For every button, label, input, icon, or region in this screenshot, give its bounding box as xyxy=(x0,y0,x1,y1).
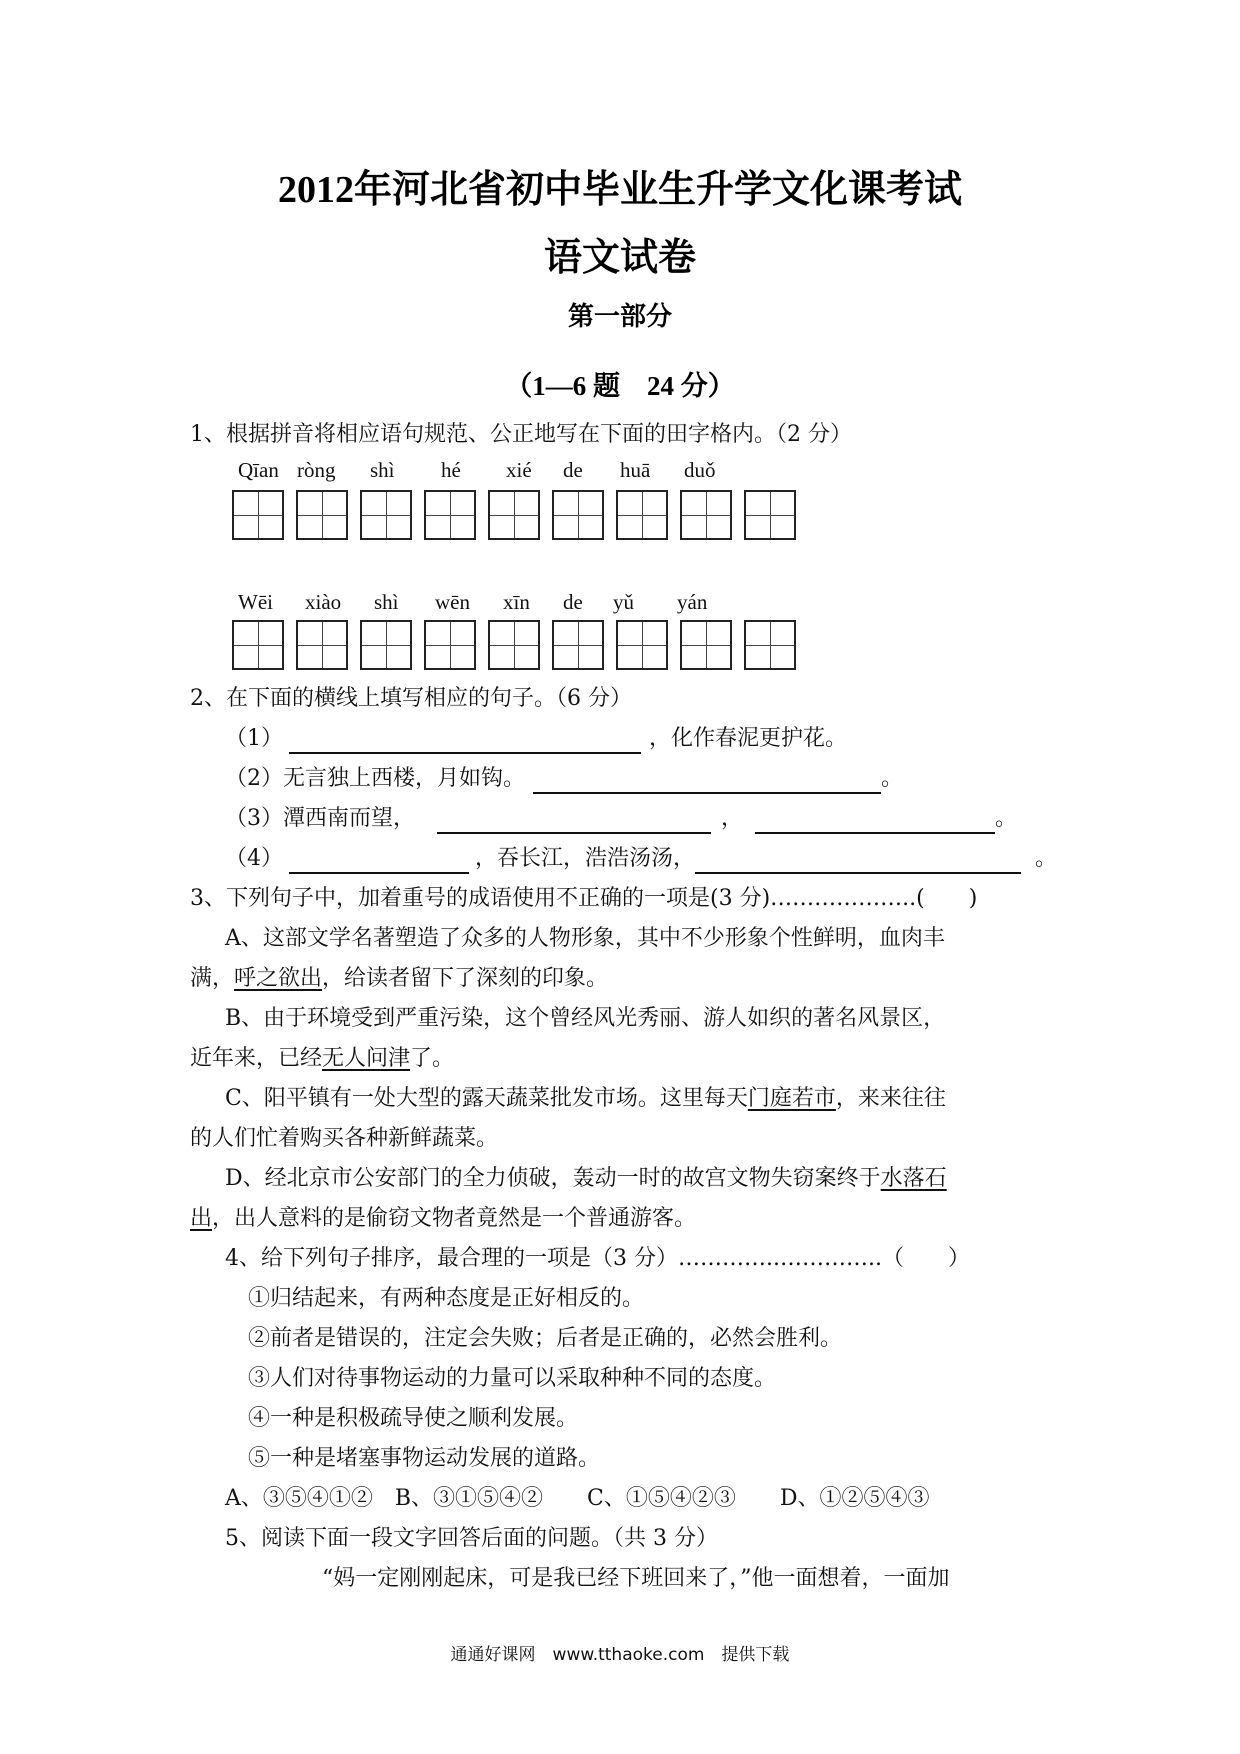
tianzige-cell[interactable] xyxy=(424,620,476,670)
tianzige-cell[interactable] xyxy=(680,490,732,540)
q4-sentence-2: ②前者是错误的，注定会失败；后者是正确的，必然会胜利。 xyxy=(248,1326,843,1351)
q3-option-b-line2 xyxy=(190,1044,454,1074)
option-text: ，来来往往 xyxy=(835,1086,946,1111)
part-heading: 第一部分 xyxy=(567,302,672,331)
line-text: 。 xyxy=(995,806,1018,831)
pinyin: xīn xyxy=(503,590,530,614)
answer-blank[interactable] xyxy=(695,848,1021,874)
tianzige-cell[interactable] xyxy=(744,620,796,670)
option-text: ，给读者留下了深刻的印象。 xyxy=(322,966,609,991)
tianzige-cell[interactable] xyxy=(296,620,348,670)
pinyin: Wēi xyxy=(238,590,273,614)
tianzige-row-2[interactable] xyxy=(232,620,808,670)
tianzige-cell[interactable] xyxy=(616,490,668,540)
exam-subtitle: 语文试卷 xyxy=(543,237,696,279)
tianzige-cell[interactable] xyxy=(296,490,348,540)
option-text: 满， xyxy=(190,966,235,991)
line-text: （2）无言独上西楼，月如钩。 xyxy=(225,766,525,791)
q2-line-4 xyxy=(225,844,1057,874)
tianzige-cell[interactable] xyxy=(488,490,540,540)
answer-blank[interactable] xyxy=(533,768,881,794)
q4-sentence-4: ④一种是积极疏导使之顺利发展。 xyxy=(248,1406,579,1431)
pinyin: shì xyxy=(374,590,399,614)
q3-option-c-line1 xyxy=(225,1084,946,1114)
tianzige-cell[interactable] xyxy=(680,620,732,670)
q2-line-1 xyxy=(225,724,847,754)
tianzige-cell[interactable] xyxy=(488,620,540,670)
q5-prompt: 5、阅读下面一段文字回答后面的问题。（共 3 分） xyxy=(225,1526,718,1551)
emphasized-idiom: 水落石 xyxy=(880,1166,947,1191)
pinyin: hé xyxy=(441,458,461,482)
line-text: ， xyxy=(721,806,744,831)
tianzige-cell[interactable] xyxy=(744,490,796,540)
option-text: C、阳平镇有一处大型的露天蔬菜批发市场。这里每天 xyxy=(225,1086,748,1111)
line-number: （4） xyxy=(225,846,283,871)
q2-line-2 xyxy=(225,764,903,794)
exam-title: 2012年河北省初中毕业生升学文化课考试 xyxy=(277,169,962,211)
tianzige-cell[interactable] xyxy=(552,620,604,670)
pinyin: de xyxy=(563,590,583,614)
pinyin: de xyxy=(563,458,583,482)
emphasized-idiom: 无人问津 xyxy=(322,1046,411,1071)
tianzige-cell[interactable] xyxy=(232,620,284,670)
emphasized-idiom: 出 xyxy=(190,1206,213,1231)
emphasized-idiom: 门庭若市 xyxy=(747,1086,836,1111)
line-text: 。 xyxy=(881,766,904,791)
option-text: 了。 xyxy=(410,1046,455,1071)
q4-sentence-1: ①归结起来，有两种态度是正好相反的。 xyxy=(248,1286,645,1311)
q3-option-b-line1: B、由于环境受到严重污染，这个曾经风光秀丽、游人如织的著名风景区， xyxy=(225,1006,946,1031)
option-text: ，出人意料的是偷窃文物者竟然是一个普通游客。 xyxy=(212,1206,697,1231)
q4-options: A、③⑤④①② B、③①⑤④② C、①⑤④②③ D、①②⑤④③ xyxy=(225,1486,930,1511)
line-text: ，吞长江，浩浩汤汤， xyxy=(475,846,696,871)
answer-blank[interactable] xyxy=(437,808,711,834)
pinyin: xié xyxy=(506,458,532,482)
q2-prompt: 2、在下面的横线上填写相应的句子。（6 分） xyxy=(190,686,632,711)
pinyin: huā xyxy=(620,458,651,482)
answer-blank[interactable] xyxy=(289,728,641,754)
option-text: D、经北京市公安部门的全力侦破，轰动一时的故宫文物失窃案终于 xyxy=(225,1166,881,1191)
q3-option-a-line2 xyxy=(190,964,608,994)
pinyin: duǒ xyxy=(684,458,716,482)
tianzige-cell[interactable] xyxy=(552,490,604,540)
q3-option-d-line2 xyxy=(190,1204,696,1234)
page-footer: 通通好课网 www.tthaoke.com 提供下载 xyxy=(450,1645,790,1665)
pinyin: yǔ xyxy=(613,590,634,614)
option-text: 近年来，已经 xyxy=(190,1046,323,1071)
answer-blank[interactable] xyxy=(289,848,469,874)
pinyin: wēn xyxy=(435,590,470,614)
tianzige-cell[interactable] xyxy=(616,620,668,670)
line-text: 。 xyxy=(1035,846,1058,871)
tianzige-cell[interactable] xyxy=(360,620,412,670)
tianzige-cell[interactable] xyxy=(360,490,412,540)
q4-sentence-3: ③人们对待事物运动的力量可以采取种种不同的态度。 xyxy=(248,1366,777,1391)
line-text: ，化作春泥更护花。 xyxy=(649,726,848,751)
tianzige-row-1[interactable] xyxy=(232,490,808,540)
pinyin: shì xyxy=(370,458,395,482)
q4-sentence-5: ⑤一种是堵塞事物运动发展的道路。 xyxy=(248,1446,601,1471)
q3-option-a-line1: A、这部文学名著塑造了众多的人物形象，其中不少形象个性鲜明，血肉丰 xyxy=(225,926,945,951)
q3-option-c-line2: 的人们忙着购买各种新鲜蔬菜。 xyxy=(190,1126,499,1151)
pinyin: Qīan xyxy=(238,458,279,482)
line-number: （1） xyxy=(225,726,283,751)
q1-prompt: 1、根据拼音将相应语句规范、公正地写在下面的田字格内。（2 分） xyxy=(190,422,852,447)
line-text: （3）潭西南而望， xyxy=(225,806,415,831)
q5-passage: “妈一定刚刚起床，可是我已经下班回来了，”他一面想着，一面加 xyxy=(322,1566,950,1591)
emphasized-idiom: 呼之欲出 xyxy=(234,966,323,991)
q3-prompt: 3、下列句子中，加着重号的成语使用不正确的一项是(3 分)………………..( ) xyxy=(190,886,978,911)
answer-blank[interactable] xyxy=(755,808,995,834)
tianzige-cell[interactable] xyxy=(232,490,284,540)
tianzige-cell[interactable] xyxy=(424,490,476,540)
q4-prompt: 4、给下列句子排序，最合理的一项是（3 分）…………..…………..（ ） xyxy=(225,1246,970,1271)
pinyin: ròng xyxy=(297,458,336,482)
q2-line-3 xyxy=(225,804,1017,834)
q3-option-d-line1 xyxy=(225,1164,947,1194)
pinyin: xiào xyxy=(305,590,342,614)
part-range: （1—6 题 24 分） xyxy=(505,371,735,401)
pinyin: yán xyxy=(677,590,708,614)
